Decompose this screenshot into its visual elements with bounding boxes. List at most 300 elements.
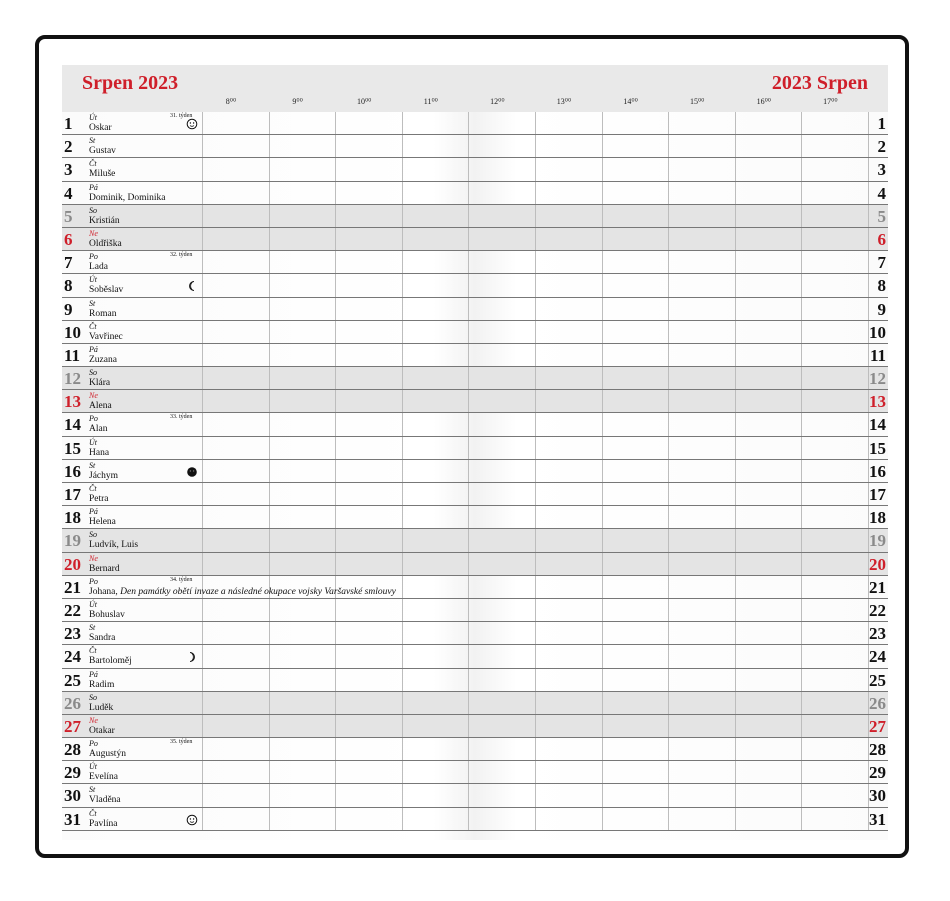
grid-line: [735, 251, 736, 273]
grid-line: [735, 529, 736, 551]
grid-line: [801, 669, 802, 691]
grid-line: [668, 112, 669, 134]
grid-line: [668, 413, 669, 435]
grid-line: [269, 251, 270, 273]
grid-line: [535, 506, 536, 528]
grid-line: [801, 715, 802, 737]
grid-line: [335, 228, 336, 250]
day-number-right: 30: [869, 786, 886, 806]
grid-line: [202, 274, 203, 296]
grid-line: [402, 761, 403, 783]
hour-grid[interactable]: [202, 437, 868, 459]
grid-line: [735, 367, 736, 389]
day-number-right: 27: [869, 716, 886, 736]
weekday-label: Út: [89, 437, 97, 447]
grid-line: [402, 228, 403, 250]
hour-grid[interactable]: [202, 529, 868, 551]
name-day: [89, 123, 112, 134]
day-row: [62, 599, 888, 622]
grid-line: [535, 321, 536, 343]
day-number-left: 10: [64, 322, 81, 342]
grid-line: [801, 274, 802, 296]
grid-line: [335, 205, 336, 227]
hour-grid[interactable]: [202, 344, 868, 366]
day-number-right: 4: [877, 183, 886, 203]
hour-grid[interactable]: [202, 460, 868, 482]
grid-line: [801, 808, 802, 830]
hour-grid[interactable]: [202, 669, 868, 691]
grid-line: [668, 761, 669, 783]
grid-line: [335, 669, 336, 691]
grid-line: [668, 460, 669, 482]
name-day-text: Oskar: [89, 123, 112, 133]
grid-line: [668, 784, 669, 806]
grid-line: [335, 599, 336, 621]
weekday-label: Po: [89, 739, 98, 749]
grid-line: [269, 645, 270, 667]
name-day: [89, 494, 109, 505]
hour-grid[interactable]: [202, 298, 868, 320]
hour-grid[interactable]: [202, 367, 868, 389]
hour-label: 8⁰⁰: [225, 97, 237, 106]
grid-line: [202, 506, 203, 528]
day-row: [62, 390, 888, 413]
day-row: [62, 808, 888, 831]
grid-line: [468, 205, 469, 227]
day-number-left: 18: [64, 508, 81, 528]
grid-line: [801, 135, 802, 157]
hour-grid[interactable]: [202, 321, 868, 343]
grid-line: [269, 483, 270, 505]
grid-line: [269, 321, 270, 343]
day-number-left: 23: [64, 624, 81, 644]
grid-line: [468, 182, 469, 204]
grid-line: [468, 367, 469, 389]
grid-line: [468, 413, 469, 435]
day-number-right: 24: [869, 647, 886, 667]
grid-line: [335, 182, 336, 204]
first-quarter-icon: [186, 650, 198, 662]
hour-grid[interactable]: [202, 135, 868, 157]
grid-line: [335, 692, 336, 714]
grid-line: [468, 808, 469, 830]
name-day: [89, 332, 123, 343]
name-day-text: Gustav: [89, 146, 116, 157]
grid-line: [602, 321, 603, 343]
grid-line: [202, 622, 203, 644]
grid-line: [535, 367, 536, 389]
grid-line: [868, 182, 869, 204]
grid-line: [668, 182, 669, 204]
grid-line: [202, 251, 203, 273]
grid-line: [602, 506, 603, 528]
grid-line: [402, 135, 403, 157]
grid-line: [668, 483, 669, 505]
grid-line: [402, 576, 403, 598]
hour-grid[interactable]: [202, 622, 868, 644]
grid-line: [668, 692, 669, 714]
grid-line: [468, 529, 469, 551]
hour-grid[interactable]: [202, 761, 868, 783]
grid-line: [269, 738, 270, 760]
month-header: [62, 65, 888, 112]
grid-line: [735, 274, 736, 296]
day-number-left: 3: [64, 160, 73, 180]
weekday-label: Pá: [89, 344, 98, 354]
grid-line: [602, 645, 603, 667]
name-day: [89, 610, 125, 621]
name-day-text: Bernard: [89, 563, 120, 574]
weekday-label: Pá: [89, 507, 98, 517]
hour-grid[interactable]: [202, 738, 868, 760]
day-number-left: 13: [64, 392, 81, 412]
planner-page: [62, 65, 888, 840]
grid-line: [735, 390, 736, 412]
hour-grid[interactable]: [202, 274, 868, 296]
day-number-right: 10: [869, 322, 886, 342]
grid-line: [535, 460, 536, 482]
grid-line: [735, 715, 736, 737]
name-day: [89, 424, 107, 435]
week-number: 35. týden: [170, 739, 193, 746]
hour-grid[interactable]: [202, 413, 868, 435]
grid-line: [735, 298, 736, 320]
grid-line: [402, 344, 403, 366]
grid-line: [402, 298, 403, 320]
grid-line: [602, 622, 603, 644]
day-number-left: 1: [64, 114, 73, 133]
day-number-left: 4: [64, 183, 73, 203]
day-row: [62, 298, 888, 321]
grid-line: [202, 738, 203, 760]
grid-line: [402, 784, 403, 806]
hour-grid[interactable]: [202, 483, 868, 505]
grid-line: [602, 692, 603, 714]
weekday-label: So: [89, 368, 97, 378]
grid-line: [801, 553, 802, 575]
grid-line: [468, 344, 469, 366]
grid-line: [269, 158, 270, 180]
grid-line: [202, 437, 203, 459]
grid-line: [668, 135, 669, 157]
grid-line: [402, 274, 403, 296]
day-number-right: 8: [877, 276, 886, 296]
grid-line: [468, 460, 469, 482]
full-moon-icon: [186, 813, 198, 825]
name-day-text: Soběslav: [89, 285, 124, 296]
grid-line: [335, 808, 336, 830]
name-day-text: Luděk: [89, 702, 114, 713]
grid-line: [735, 738, 736, 760]
grid-line: [468, 622, 469, 644]
grid-line: [602, 808, 603, 830]
grid-line: [468, 321, 469, 343]
grid-line: [402, 251, 403, 273]
hour-grid[interactable]: [202, 715, 868, 737]
grid-line: [202, 413, 203, 435]
grid-line: [801, 112, 802, 134]
grid-line: [468, 251, 469, 273]
day-number-left: 8: [64, 276, 73, 296]
grid-line: [468, 599, 469, 621]
grid-line: [735, 205, 736, 227]
grid-line: [735, 645, 736, 667]
grid-line: [668, 529, 669, 551]
day-number-left: 21: [64, 577, 81, 597]
grid-line: [202, 599, 203, 621]
grid-line: [602, 761, 603, 783]
name-day-text: Alan: [89, 424, 108, 435]
grid-line: [535, 738, 536, 760]
grid-line: [202, 135, 203, 157]
grid-line: [602, 784, 603, 806]
grid-line: [801, 784, 802, 806]
grid-line: [801, 228, 802, 250]
hour-grid[interactable]: [202, 112, 868, 134]
grid-line: [668, 251, 669, 273]
grid-line: [202, 367, 203, 389]
hour-grid[interactable]: [202, 182, 868, 204]
name-day: [89, 564, 120, 575]
grid-line: [668, 437, 669, 459]
hour-grid[interactable]: [202, 692, 868, 714]
name-day-text: Ludvík, Luis: [89, 540, 139, 551]
weekday-label: Ne: [89, 715, 98, 725]
grid-line: [668, 321, 669, 343]
grid-line: [535, 112, 536, 134]
grid-line: [535, 437, 536, 459]
grid-line: [602, 298, 603, 320]
hour-grid[interactable]: [202, 228, 868, 250]
grid-line: [468, 715, 469, 737]
grid-line: [468, 483, 469, 505]
name-day-text: Lada: [89, 262, 108, 273]
weekday-label: So: [89, 530, 97, 540]
day-row: [62, 437, 888, 460]
grid-line: [202, 553, 203, 575]
new-moon-icon: [186, 465, 198, 477]
full-moon-icon: [186, 117, 198, 129]
name-day: [89, 309, 116, 320]
grid-line: [801, 506, 802, 528]
grid-line: [202, 205, 203, 227]
grid-line: [202, 460, 203, 482]
hour-grid[interactable]: [202, 506, 868, 528]
grid-line: [602, 437, 603, 459]
day-row: [62, 506, 888, 529]
name-day: [89, 216, 120, 227]
grid-line: [868, 228, 869, 250]
grid-line: [735, 135, 736, 157]
day-number-right: 13: [869, 392, 886, 412]
day-row: [62, 529, 888, 552]
hour-label: 15⁰⁰: [689, 97, 705, 106]
name-day: [89, 262, 108, 273]
grid-line: [535, 669, 536, 691]
name-day: [89, 587, 396, 598]
day-number-left: 27: [64, 716, 81, 736]
grid-line: [602, 738, 603, 760]
grid-line: [335, 274, 336, 296]
hour-grid[interactable]: [202, 553, 868, 575]
grid-line: [535, 692, 536, 714]
grid-line: [402, 622, 403, 644]
grid-line: [801, 692, 802, 714]
day-number-left: 9: [64, 299, 73, 319]
weekday-label: Čt: [89, 808, 97, 818]
grid-line: [468, 738, 469, 760]
weekday-label: Po: [89, 252, 98, 262]
grid-line: [868, 274, 869, 296]
grid-line: [735, 158, 736, 180]
grid-line: [335, 529, 336, 551]
grid-line: [402, 529, 403, 551]
grid-line: [202, 321, 203, 343]
name-day: [89, 540, 138, 551]
grid-line: [335, 344, 336, 366]
name-day: [89, 193, 166, 204]
day-row: [62, 738, 888, 761]
grid-line: [535, 761, 536, 783]
day-number-right: 2: [877, 137, 886, 157]
grid-line: [735, 669, 736, 691]
name-day: [89, 772, 118, 783]
grid-line: [468, 112, 469, 134]
grid-line: [402, 599, 403, 621]
day-row: [62, 669, 888, 692]
grid-line: [269, 390, 270, 412]
day-row: [62, 135, 888, 158]
grid-line: [335, 715, 336, 737]
grid-line: [735, 344, 736, 366]
name-day-text: Sandra: [89, 633, 116, 644]
day-number-right: 21: [869, 577, 886, 597]
day-number-left: 5: [64, 206, 73, 226]
weekday-label: So: [89, 692, 97, 702]
name-day: [89, 656, 132, 667]
holiday-note: Den památky obětí invaze a následné okupace vojsky Varšavské smlouvy: [117, 586, 396, 597]
grid-line: [735, 761, 736, 783]
grid-line: [868, 112, 869, 134]
grid-line: [202, 158, 203, 180]
grid-line: [468, 158, 469, 180]
day-number-right: 6: [877, 229, 886, 249]
grid-line: [602, 576, 603, 598]
weekday-label: Čt: [89, 484, 97, 493]
day-number-left: 31: [64, 809, 81, 829]
day-number-left: 30: [64, 786, 81, 806]
grid-line: [668, 506, 669, 528]
grid-line: [535, 483, 536, 505]
day-row: [62, 112, 888, 135]
day-number-right: 3: [877, 160, 886, 180]
hour-label: 14⁰⁰: [623, 97, 638, 106]
grid-line: [269, 553, 270, 575]
grid-line: [468, 645, 469, 667]
grid-line: [269, 529, 270, 551]
grid-line: [535, 344, 536, 366]
hour-grid[interactable]: [202, 599, 868, 621]
name-day: [89, 703, 113, 714]
hour-grid[interactable]: [202, 645, 868, 667]
grid-line: [801, 251, 802, 273]
hour-grid[interactable]: [202, 784, 868, 806]
grid-line: [269, 344, 270, 366]
grid-line: [335, 437, 336, 459]
grid-line: [269, 413, 270, 435]
grid-line: [335, 506, 336, 528]
hour-grid[interactable]: [202, 251, 868, 273]
day-number-right: 11: [869, 345, 886, 365]
grid-line: [335, 761, 336, 783]
grid-line: [801, 298, 802, 320]
name-day-text: Petra: [89, 494, 109, 504]
grid-line: [402, 437, 403, 459]
hour-grid[interactable]: [202, 205, 868, 227]
grid-line: [602, 413, 603, 435]
day-number-right: 28: [869, 740, 886, 760]
grid-line: [602, 158, 603, 180]
grid-line: [735, 182, 736, 204]
grid-line: [735, 576, 736, 598]
day-row: [62, 692, 888, 715]
weekday-label: Čt: [89, 646, 97, 656]
grid-line: [602, 228, 603, 250]
grid-line: [868, 205, 869, 227]
hour-labels: [203, 97, 868, 111]
grid-line: [602, 135, 603, 157]
grid-line: [269, 182, 270, 204]
grid-line: [668, 344, 669, 366]
day-number-left: 16: [64, 461, 81, 481]
grid-line: [668, 715, 669, 737]
grid-line: [535, 808, 536, 830]
day-row: [62, 205, 888, 228]
name-day-text: Otakar: [89, 725, 115, 736]
grid-line: [668, 274, 669, 296]
grid-line: [668, 158, 669, 180]
day-row: [62, 321, 888, 344]
name-day-text: Radim: [89, 679, 115, 690]
grid-line: [402, 808, 403, 830]
hour-grid[interactable]: [202, 808, 868, 830]
name-day-text: Pavlína: [89, 818, 118, 829]
name-day-text: Helena: [89, 517, 116, 528]
grid-line: [202, 390, 203, 412]
day-row: [62, 715, 888, 738]
day-number-left: 12: [64, 369, 81, 389]
grid-line: [668, 738, 669, 760]
weekday-label: Út: [89, 762, 97, 772]
hour-grid[interactable]: [202, 158, 868, 180]
grid-line: [468, 298, 469, 320]
grid-line: [535, 553, 536, 575]
name-day-text: Kristián: [89, 215, 120, 226]
name-day-text: Bartoloměj: [89, 656, 132, 667]
weekday-label: Pá: [89, 182, 98, 192]
grid-line: [602, 529, 603, 551]
hour-grid[interactable]: [202, 390, 868, 412]
grid-line: [535, 529, 536, 551]
day-row: [62, 553, 888, 576]
hour-label: 13⁰⁰: [556, 97, 572, 106]
grid-line: [535, 274, 536, 296]
grid-line: [602, 390, 603, 412]
day-number-right: 9: [877, 299, 886, 319]
name-day: [89, 749, 126, 760]
day-row: [62, 645, 888, 668]
name-day: [89, 285, 123, 296]
